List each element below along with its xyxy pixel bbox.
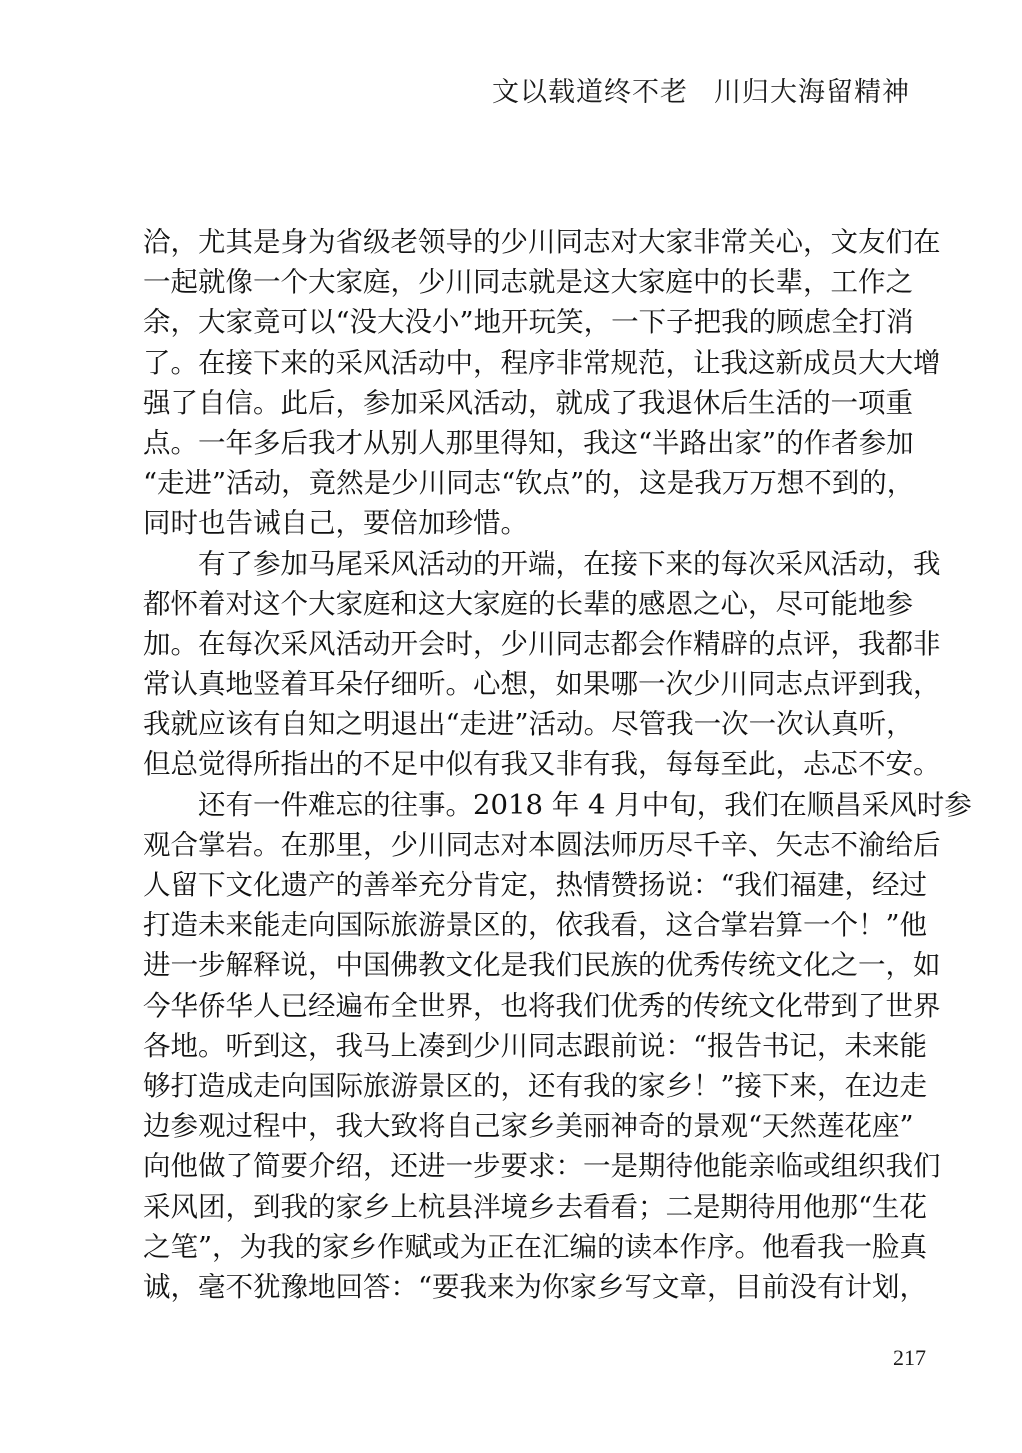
text-line: 今华侨华人已经遍布全世界，也将我们优秀的传统文化带到了世界 <box>143 989 941 1022</box>
text-line: 但总觉得所指出的不足中似有我又非有我，每每至此，忐忑不安。 <box>143 748 941 781</box>
text-line: 了。在接下来的采风活动中，程序非常规范，让我这新成员大大增 <box>143 346 941 379</box>
header-chapter-title: 川归大海留精神 <box>714 77 910 108</box>
text-line: 常认真地竖着耳朵仔细听。心想，如果哪一次少川同志点评到我， <box>143 668 941 701</box>
text-line: 打造未来能走向国际旅游景区的，依我看，这合掌岩算一个！”他 <box>143 909 928 942</box>
text-line: 同时也告诫自己，要倍加珍惜。 <box>143 507 528 540</box>
text-line: 各地。听到这，我马上凑到少川同志跟前说：“报告书记，未来能 <box>143 1029 928 1062</box>
text-line: 都怀着对这个大家庭和这大家庭的长辈的感恩之心，尽可能地参 <box>143 587 913 620</box>
header-book-title: 文以载道终不老 <box>492 77 688 108</box>
text-line: “走进”活动，竟然是少川同志“钦点”的，这是我万万想不到的， <box>143 467 915 500</box>
page-number: 217 <box>893 1345 926 1370</box>
text-line: 向他做了简要介绍，还进一步要求：一是期待他能亲临或组织我们 <box>143 1150 941 1183</box>
text-line: 之笔”，为我的家乡作赋或为正在汇编的读本作序。他看我一脸真 <box>143 1230 928 1263</box>
text-line: 边参观过程中，我大致将自己家乡美丽神奇的景观“天然莲花座” <box>143 1110 914 1143</box>
text-line: 洽，尤其是身为省级老领导的少川同志对大家非常关心，文友们在 <box>143 226 941 258</box>
text-line: 够打造成走向国际旅游景区的，还有我的家乡！”接下来，在边走 <box>143 1069 928 1102</box>
text-line: 一起就像一个大家庭，少川同志就是这大家庭中的长辈，工作之 <box>143 266 913 299</box>
text-line: 强了自信。此后，参加采风活动，就成了我退休后生活的一项重 <box>143 386 913 419</box>
text-line: 观合掌岩。在那里，少川同志对本圆法师历尽千辛、矢志不渝给后 <box>143 828 941 861</box>
text-line: 我就应该有自知之明退出“走进”活动。尽管我一次一次认真听， <box>143 708 914 741</box>
text-line: 采风团，到我的家乡上杭县泮境乡去看看；二是期待用他那“生花 <box>143 1190 928 1223</box>
text-line: 有了参加马尾采风活动的开端，在接下来的每次采风活动，我 <box>198 547 941 580</box>
text-line: 点。一年多后我才从别人那里得知，我这“半路出家”的作者参加 <box>143 426 914 459</box>
running-header <box>492 70 910 109</box>
text-line: 加。在每次采风活动开会时，少川同志都会作精辟的点评，我都非 <box>143 627 941 660</box>
text-line: 诚，毫不犹豫地回答：“要我来为你家乡写文章，目前没有计划， <box>143 1270 928 1303</box>
text-line: 余，大家竟可以“没大没小”地开玩笑，一下子把我的顾虑全打消 <box>143 306 914 339</box>
text-line: 人留下文化遗产的善举充分肯定，热情赞扬说：“我们福建，经过 <box>143 869 928 901</box>
text-line: 进一步解释说，中国佛教文化是我们民族的优秀传统文化之一，如 <box>143 949 941 982</box>
body-text <box>143 222 972 1307</box>
text-line: 还有一件难忘的往事。2018 年 4 月中旬，我们在顺昌采风时参 <box>198 788 972 821</box>
